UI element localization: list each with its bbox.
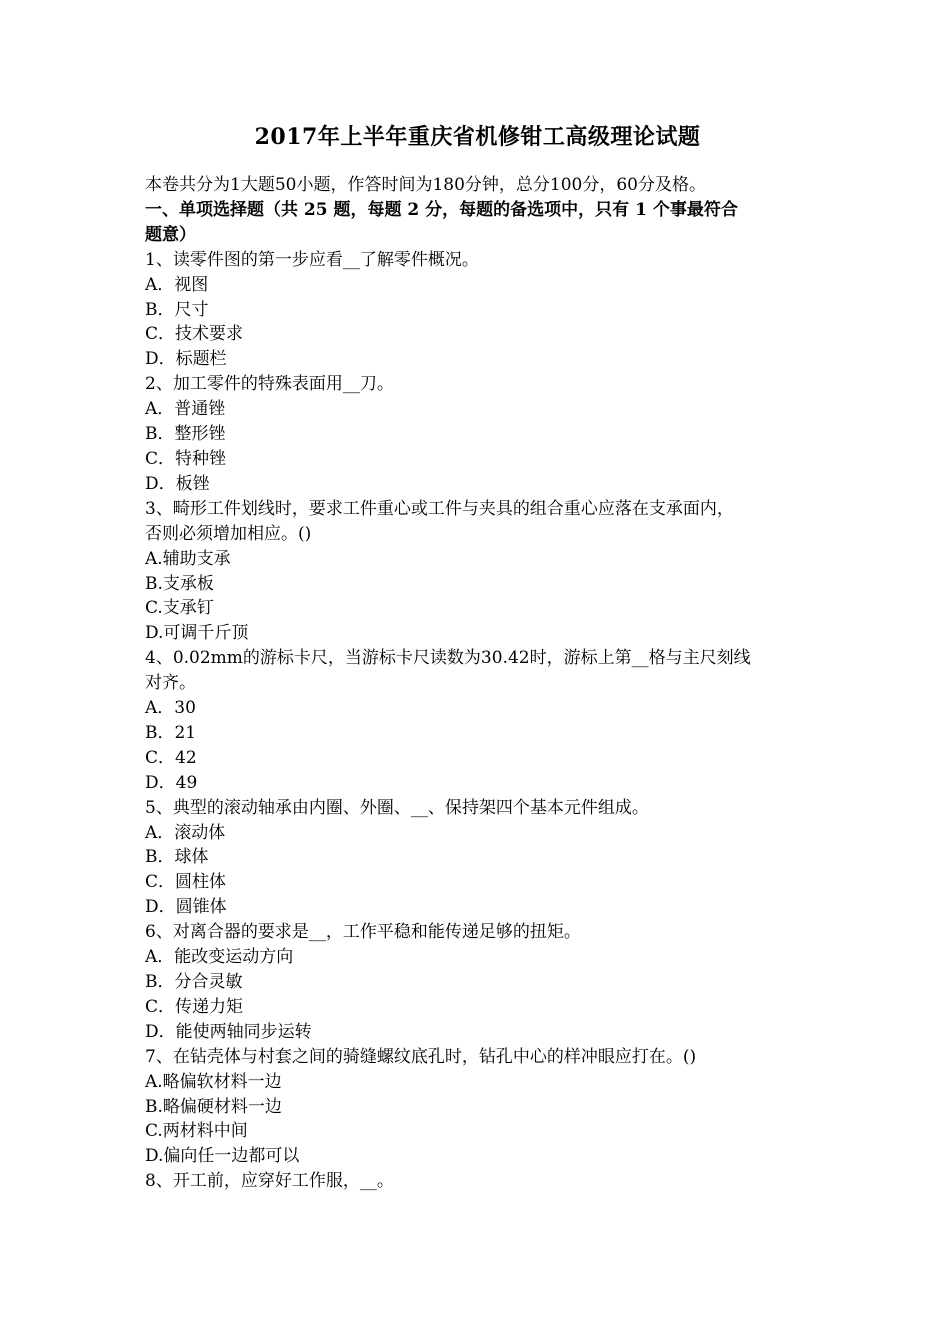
question-stem: 1、读零件图的第一步应看__了解零件概况。 xyxy=(145,249,479,270)
answer-option: B．尺寸 xyxy=(145,299,209,320)
section-heading: 一、单项选择题（共 25 题，每题 2 分，每题的备选项中，只有 1 个事最符合 xyxy=(145,199,738,220)
question-stem: 3、畸形工件划线时，要求工件重心或工件与夹具的组合重心应落在支承面内， xyxy=(145,498,734,519)
answer-option: A．滚动体 xyxy=(145,822,226,843)
question-list xyxy=(145,248,810,1194)
answer-option: A．30 xyxy=(145,698,196,719)
answer-option: D．能使两轴同步运转 xyxy=(145,1021,312,1042)
question-stem: 对齐。 xyxy=(145,673,196,694)
question-8 xyxy=(145,1169,810,1194)
question-stem: 2、加工零件的特殊表面用__刀。 xyxy=(145,374,394,395)
answer-option: C．圆柱体 xyxy=(145,872,227,893)
question-stem: 4、0.02mm的游标卡尺，当游标卡尺读数为30.42时，游标上第__格与主尺刻线 xyxy=(145,648,751,669)
exam-intro: 本卷共分为1大题50小题，作答时间为180分钟，总分100分，60分及格。 xyxy=(145,175,706,195)
question-stem: 否则必须增加相应。() xyxy=(145,523,312,544)
question-stem: 5、典型的滚动轴承由内圈、外圈、__、保持架四个基本元件组成。 xyxy=(145,797,649,818)
answer-option: C.两材料中间 xyxy=(145,1121,248,1142)
answer-option: C．特种锉 xyxy=(145,448,227,469)
answer-option: B．21 xyxy=(145,722,197,743)
question-stem: 8、开工前，应穿好工作服，__。 xyxy=(145,1171,394,1192)
answer-option: C．传递力矩 xyxy=(145,996,244,1017)
answer-option: C．42 xyxy=(145,747,197,768)
question-6 xyxy=(145,920,810,1045)
answer-option: A.辅助支承 xyxy=(145,548,231,569)
question-1 xyxy=(145,248,810,373)
section-heading-cont: 题意） xyxy=(145,224,196,245)
answer-option: D.偏向任一边都可以 xyxy=(145,1146,300,1167)
answer-option: D．圆锥体 xyxy=(145,897,227,918)
answer-option: A．能改变运动方向 xyxy=(145,947,294,968)
question-stem: 7、在钻壳体与村套之间的骑缝螺纹底孔时，钻孔中心的样冲眼应打在。() xyxy=(145,1046,697,1067)
answer-option: D.可调千斤顶 xyxy=(145,623,249,644)
answer-option: B．球体 xyxy=(145,847,209,868)
answer-option: C．技术要求 xyxy=(145,324,244,345)
answer-option: B．整形锉 xyxy=(145,424,226,445)
answer-option: D．板锉 xyxy=(145,473,210,494)
answer-option: B．分合灵敏 xyxy=(145,972,243,992)
answer-option: D．标题栏 xyxy=(145,349,227,370)
page-title: 2017年上半年重庆省机修钳工高级理论试题 xyxy=(254,124,701,150)
question-3 xyxy=(145,497,810,646)
answer-option: A．视图 xyxy=(145,274,209,295)
question-4 xyxy=(145,646,810,795)
answer-option: D．49 xyxy=(145,772,198,793)
question-2 xyxy=(145,372,810,497)
question-stem: 6、对离合器的要求是__，工作平稳和能传递足够的扭矩。 xyxy=(145,922,581,943)
answer-option: B.支承板 xyxy=(145,573,214,594)
answer-option: C.支承钉 xyxy=(145,598,214,619)
answer-option: A.略偏软材料一边 xyxy=(145,1071,282,1092)
answer-option: A．普通锉 xyxy=(145,399,226,420)
question-5 xyxy=(145,796,810,921)
question-7 xyxy=(145,1045,810,1170)
answer-option: B.略偏硬材料一边 xyxy=(145,1096,282,1117)
